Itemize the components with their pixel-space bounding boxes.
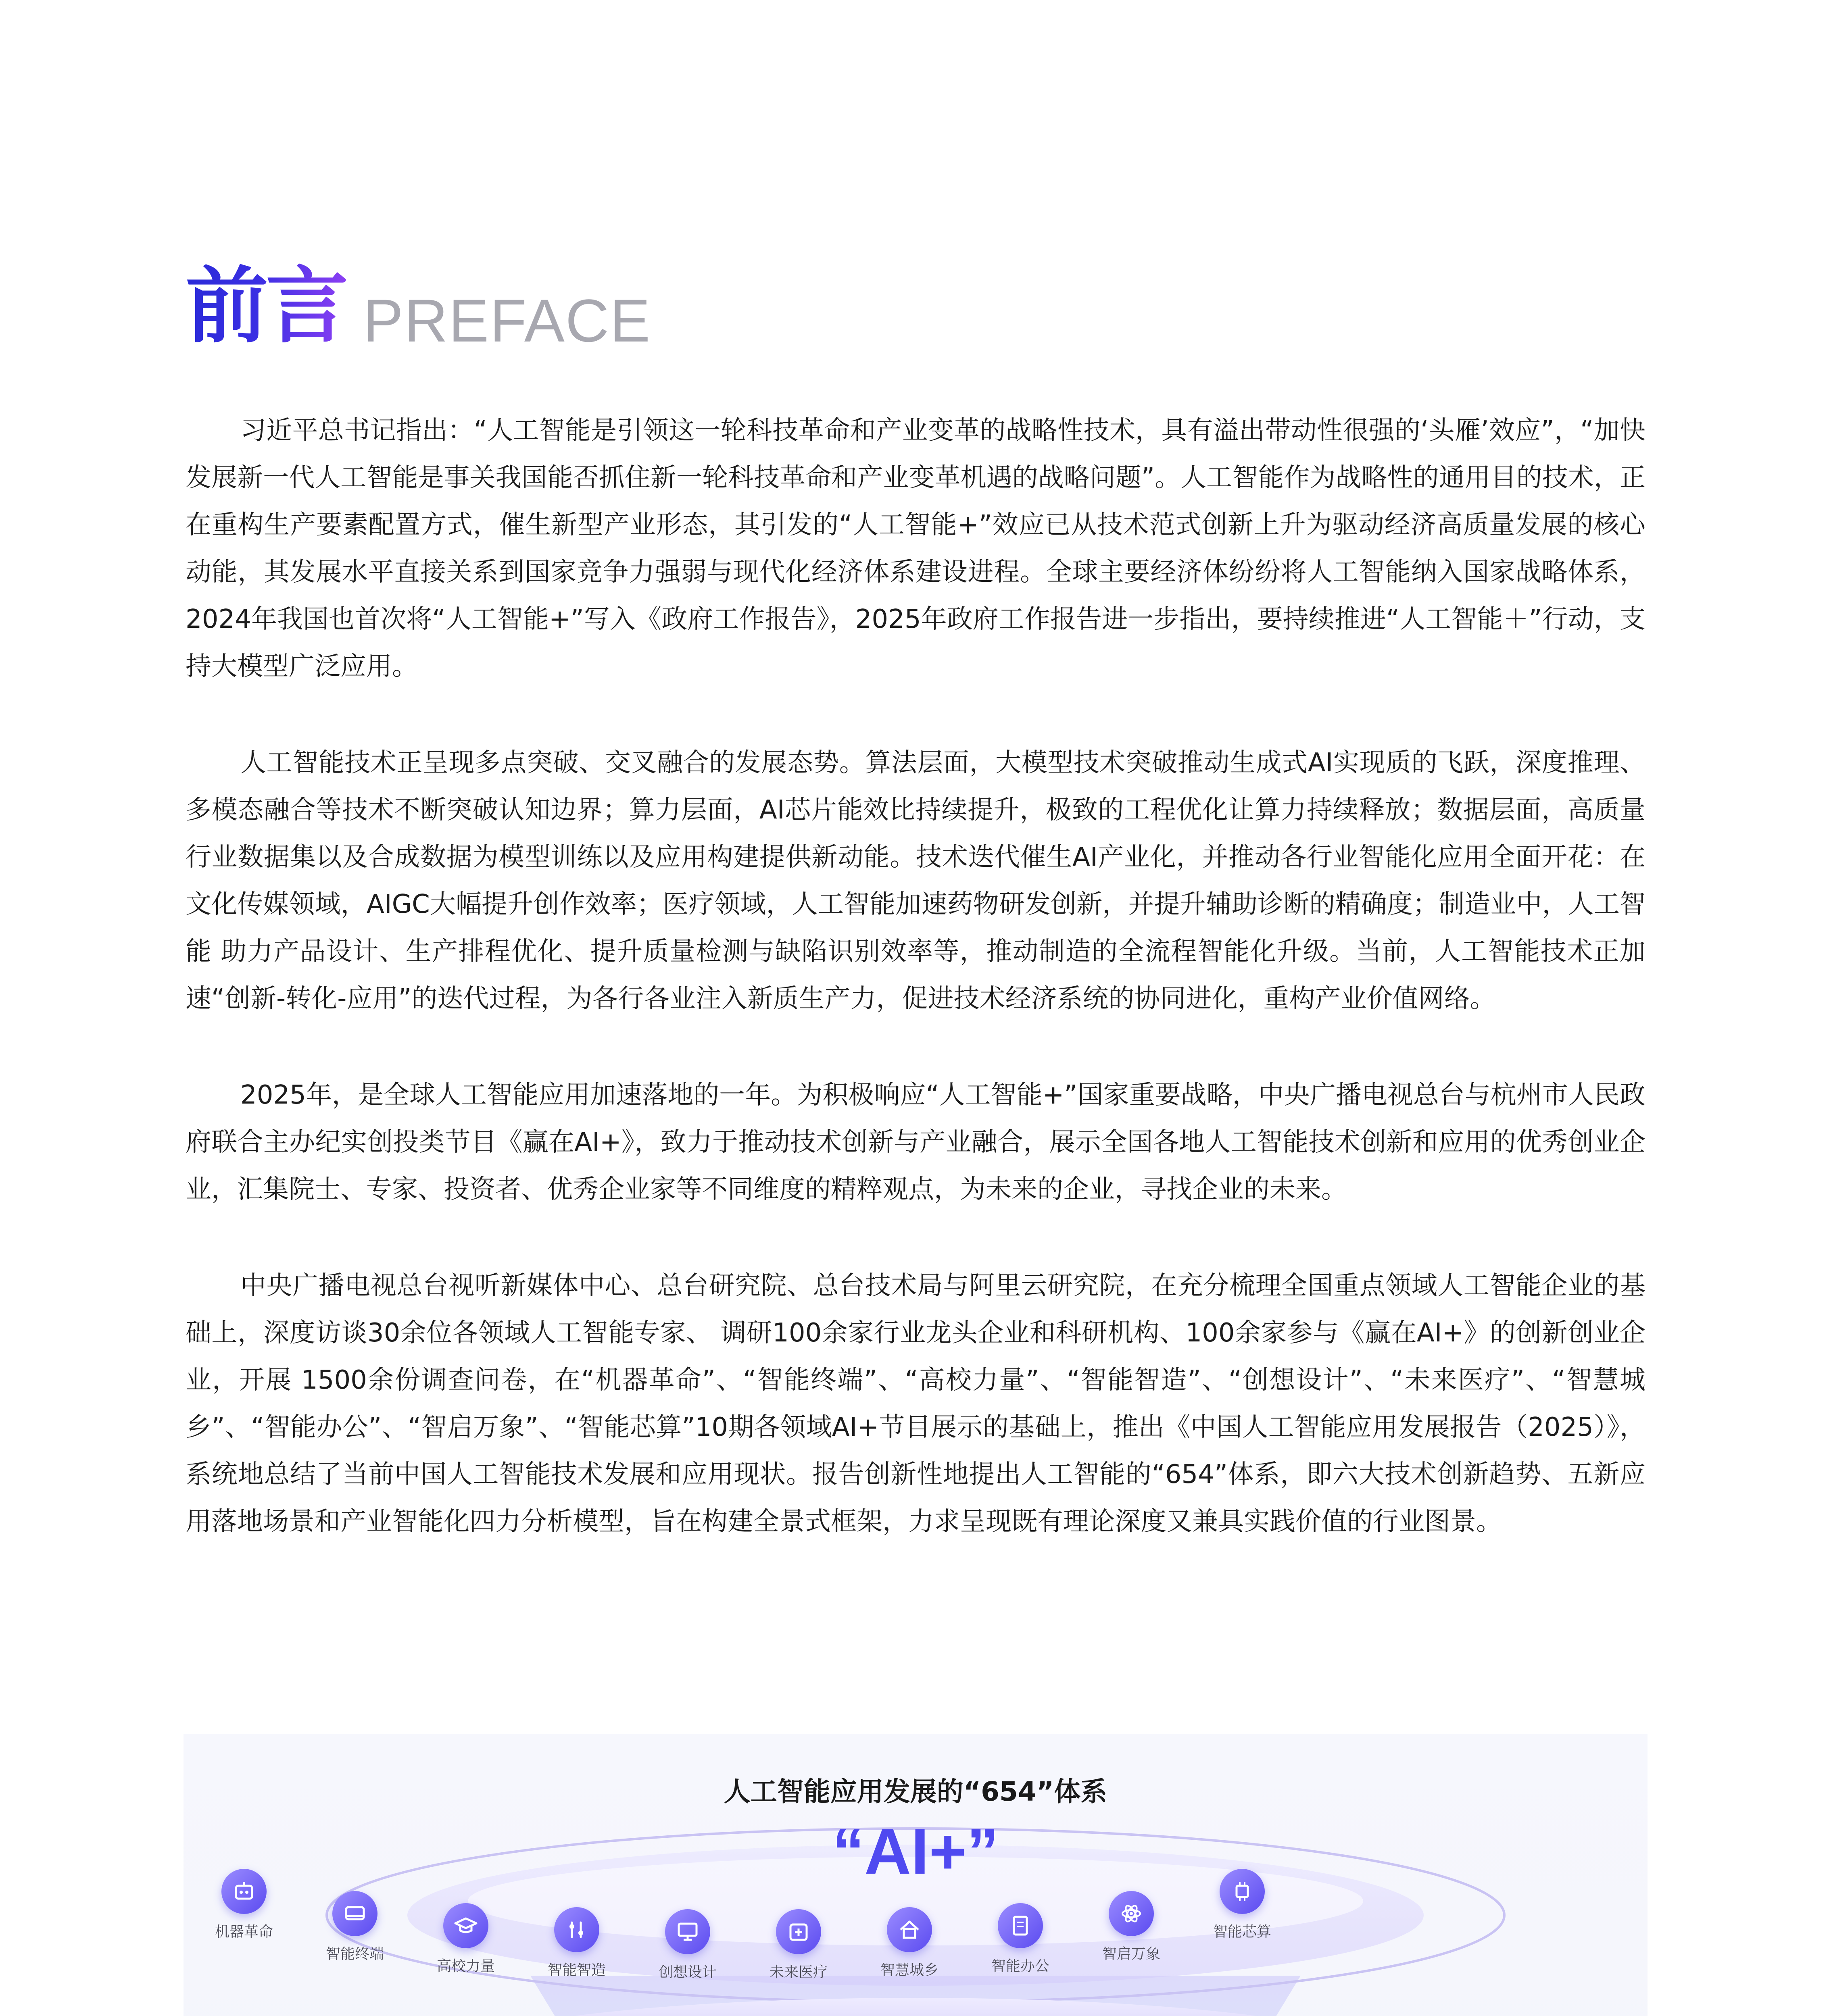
icon-label: 智能智造	[547, 1962, 606, 1979]
icon-item-medical	[738, 1909, 859, 1981]
robot-icon	[221, 1869, 267, 1914]
paragraph-1: 习近平总书记指出：“人工智能是引领这一轮科技革命和产业变革的战略性技术，具有溢出带动性很强的‘头雁’效应”，“加快发展新一代人工智能是事关我国能否抓住新一轮科技革命和产业变革机遇的战略问题”。人工智能作为战略性的通用目的技术，正在重构生产要素配置方式，催生新型产业形态，其引发的“人工智能+”效应已从技术范式创新上升为驱动经济高质量发展的核心动能，其发展水平直接关系到国家竞争力强弱与现代化经济体系建设进程。全球主要经济体纷纷将人工智能纳入国家战略体系，2024年我国也首次将“人工智能+”写入《政府工作报告》，2025年政府工作报告进一步指出，要持续推进“人工智能＋”行动，支持大模型广泛应用。	[186, 416, 1645, 681]
icon-label: 智能办公	[991, 1958, 1049, 1974]
icon-label: 智慧城乡	[880, 1962, 938, 1979]
framework-figure	[184, 1734, 1648, 2016]
document-icon	[998, 1903, 1043, 1948]
icon-item-chip	[1182, 1869, 1303, 1941]
icon-label: 未来医疗	[769, 1964, 828, 1981]
home-icon	[887, 1907, 932, 1952]
paragraph-4: 中央广播电视总台视听新媒体中心、总台研究院、总台技术局与阿里云研究院，在充分梳理全国重点领域人工智能企业的基础上，深度访谈30余位各领域人工智能专家、 调研100余家行业龙头企业和科研机构、100余家参与《赢在AI+》的创新创业企业，开展 1500余份调查问卷，在“机器革命”、“智能终端”、“高校力量”、“智能智造”、“创想设计”、“未来医疗”、“智慧城乡”、“智能办公”、“智启万象”、“智能芯算”10期各领域AI+节目展示的基础上，推出《中国人工智能应用发展报告（2025）》，系统地总结了当前中国人工智能技术发展和应用现状。报告创新性地提出人工智能的“654”体系，即六大技术创新趋势、五新应用落地场景和产业智能化四力分析模型，旨在构建全景式框架，力求呈现既有理论深度又兼具实践价值的行业图景。	[186, 1271, 1645, 1537]
tools-icon	[554, 1907, 599, 1952]
design-monitor-icon	[665, 1909, 710, 1954]
device-icon	[332, 1891, 377, 1936]
icon-item-everything	[1071, 1891, 1192, 1963]
medical-icon	[776, 1909, 821, 1954]
icon-item-university	[405, 1903, 526, 1975]
icon-label: 智能芯算	[1213, 1924, 1271, 1940]
graduation-cap-icon	[443, 1903, 488, 1948]
icon-item-design	[627, 1909, 748, 1981]
paragraph-3: 2025年，是全球人工智能应用加速落地的一年。为积极响应“人工智能+”国家重要战略，中央广播电视总台与杭州市人民政府联合主办纪实创投类节目《赢在AI+》，致力于推动技术创新与产业融合，展示全国各地人工智能技术创新和应用的优秀创业企业，汇集院士、专家、投资者、优秀企业家等不同维度的精粹观点，为未来的企业，寻找企业的未来。	[186, 1080, 1645, 1204]
icon-label: 智启万象	[1102, 1946, 1160, 1962]
icon-label: 创想设计	[658, 1964, 717, 1981]
icon-item-city	[849, 1907, 970, 1979]
heading-title-en: PREFACE	[363, 287, 651, 354]
icon-item-terminal	[294, 1891, 415, 1963]
heading-title-cn: 前言	[186, 258, 346, 354]
figure-title: 人工智能应用发展的“654”体系	[724, 1776, 1107, 1807]
icon-item-machine	[184, 1869, 304, 1941]
preface-body	[186, 407, 1645, 1595]
icon-label: 智能终端	[325, 1946, 384, 1962]
icon-item-office	[960, 1903, 1081, 1975]
icon-item-manufacturing	[516, 1907, 637, 1979]
icon-label: 机器革命	[215, 1924, 273, 1940]
chip-icon	[1220, 1869, 1265, 1914]
ai-plus-label: “AI+”	[832, 1815, 999, 1887]
icon-label: 高校力量	[436, 1958, 495, 1974]
atom-icon	[1109, 1891, 1154, 1936]
paragraph-2: 人工智能技术正呈现多点突破、交叉融合的发展态势。算法层面，大模型技术突破推动生成式AI实现质的飞跃，深度推理、多模态融合等技术不断突破认知边界；算力层面，AI芯片能效比持续提升，极致的工程优化让算力持续释放；数据层面，高质量行业数据集以及合成数据为模型训练以及应用构建提供新动能。技术迭代催生AI产业化，并推动各行业智能化应用全面开花：在文化传媒领域，AIGC大幅提升创作效率；医疗领域，人工智能加速药物研发创新，并提升辅助诊断的精确度；制造业中，人工智能 助力产品设计、生产排程优化、提升质量检测与缺陷识别效率等，推动制造的全流程智能化升级。当前，人工智能技术正加速“创新-转化-应用”的迭代过程，为各行各业注入新质生产力，促进技术经济系统的协同进化，重构产业价值网络。	[186, 748, 1645, 1014]
